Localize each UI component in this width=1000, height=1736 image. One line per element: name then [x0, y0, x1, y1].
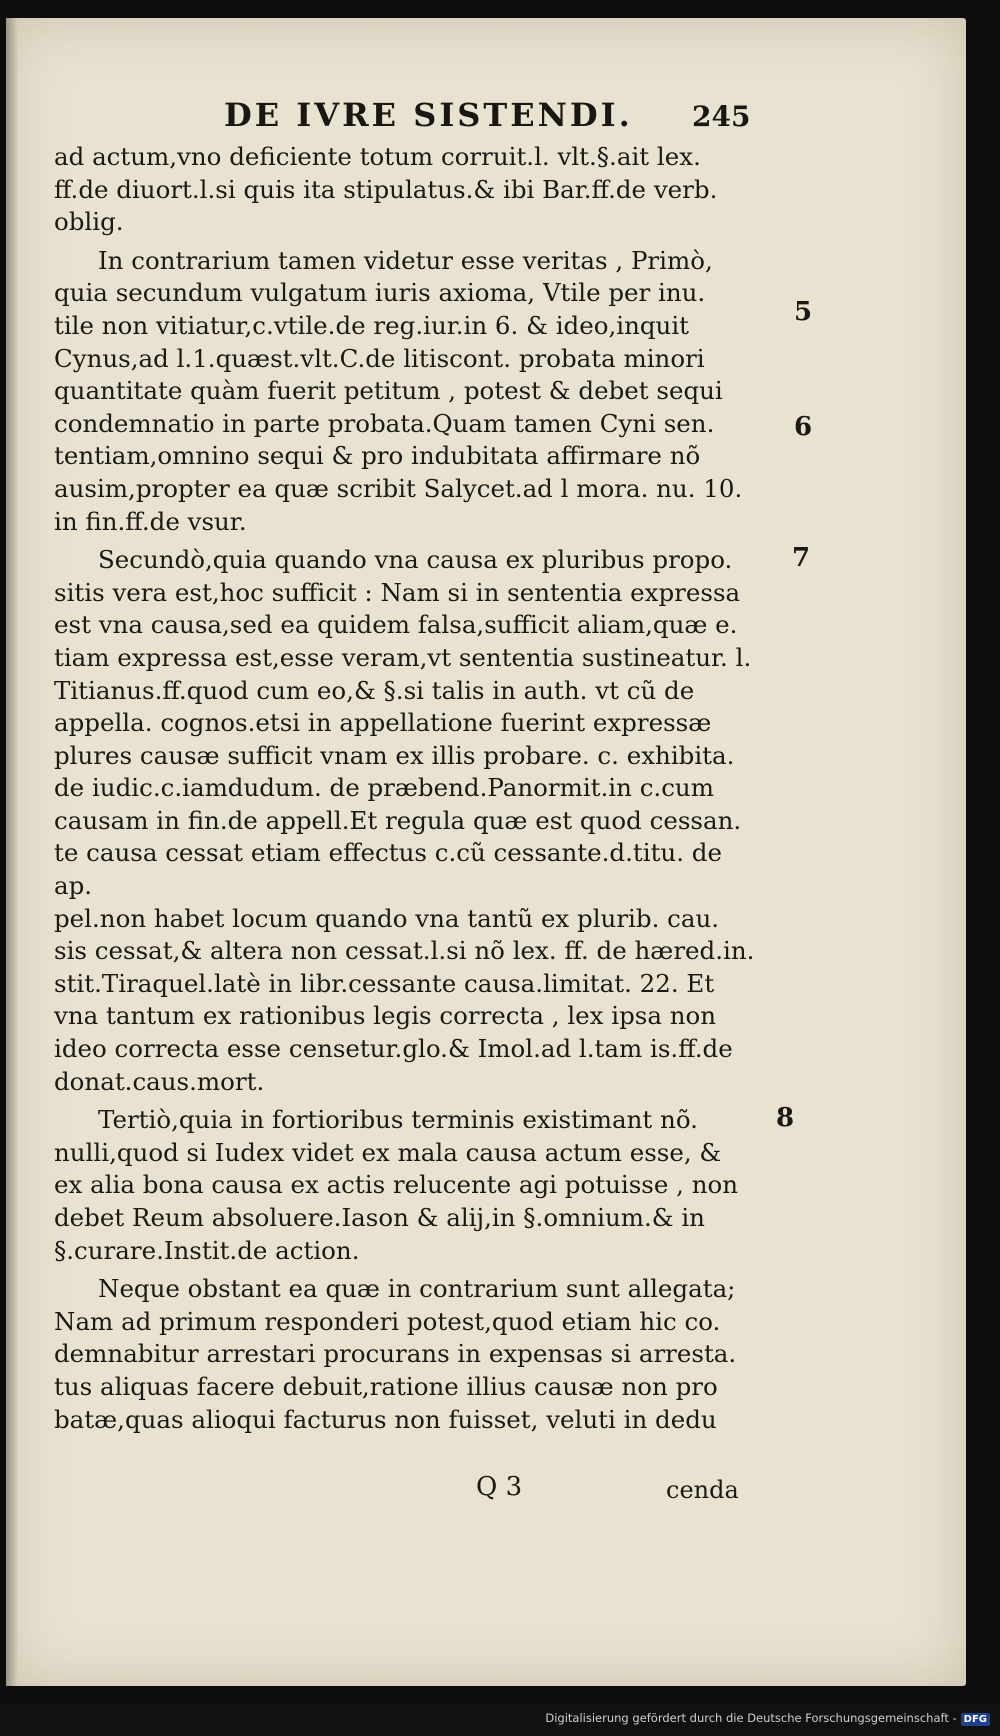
- page-header: [6, 96, 966, 146]
- margin-note-8: 8: [776, 1103, 795, 1133]
- dfg-logo: DFG: [961, 1713, 990, 1726]
- catchword: cenda: [666, 1476, 739, 1504]
- credit-text: Digitalisierung gefördert durch die Deutsche Forschungsgemeinschaft -: [545, 1711, 957, 1725]
- margin-note-7: 7: [792, 543, 811, 573]
- body-text: [54, 141, 764, 1436]
- margin-note-5: 5: [794, 297, 813, 327]
- signature-mark: Q 3: [476, 1472, 523, 1502]
- book-page: [6, 18, 966, 1686]
- margin-note-6: 6: [794, 412, 813, 442]
- paragraph-4: Tertiò,quia in fortioribus terminis existimant nõ. nulli,quod si Iudex videt ex mala causa actum esse, & ex alia bona causa ex actis relucente agi potuisse , non debet Reum absoluere.Iason & alij,in §.omnium.& in §.curare.Instit.de action.: [54, 1105, 739, 1265]
- paragraph-2: In contrarium tamen videtur esse veritas , Primò, quia secundum vulgatum iuris axioma, Vtile per inu. tile non vitiatur,c.vtile.de reg.iur.in 6. & ideo,inquit Cynus,ad l.1.quæst.vlt.C.de litiscont. probata minori quantitate quàm fuerit petitum , potest & debet sequi condemnatio in parte probata.Quam tamen Cyni sen. tentiam,omnino sequi & pro indubitata affirmare nõ ausim,propter ea quæ scribit Salycet.ad l mora. nu. 10. in fin.ff.de vsur.: [54, 245, 743, 536]
- paragraph-5: Neque obstant ea quæ in contrarium sunt allegata; Nam ad primum responderi potest,quod etiam hic co. demnabitur arrestari procurans in expensas si arresta. tus aliquas facere debuit,ratione illius causæ non pro batæ,quas alioqui facturus non fuisset, veluti in dedu: [54, 1274, 737, 1434]
- page-number: 245: [692, 100, 751, 133]
- running-title: DE IVRE SISTENDI.: [224, 96, 633, 134]
- page-edge-shadow: [6, 18, 18, 1686]
- paragraph-3: Secundò,quia quando vna causa ex pluribus propo. sitis vera est,hoc sufficit : Nam si in sententia expressa est vna causa,sed ea quidem falsa,sufficit aliam,quæ e. tiam expressa est,esse veram,vt sententia sustineatur. l. Titianus.ff.quod cum eo,& §.si talis in auth. vt cũ de appella. cognos.etsi in appellatione fuerint expressæ plures causæ sufficit vnam ex illis probare. c. exhibita. de iudic.c.iamdudum. de præbend.Panormit.in c.cum causam in fin.de appell.Et regula quæ est quod cessan. te causa cessat etiam effectus c.cũ cessante.d.titu. de ap. pel.non habet locum quando vna tantũ ex plurib. cau. sis cessat,& altera non cessat.l.si nõ lex. ff. de hæred.in. stit.Tiraquel.latè in libr.cessante causa.limitat. 22. Et vna tantum ex rationibus legis correcta , lex ipsa non ideo correcta esse censetur.glo.& Imol.ad l.tam is.ff.de donat.caus.mort.: [54, 545, 755, 1096]
- paragraph-1: ad actum,vno deficiente totum corruit.l. vlt.§.ait lex. ff.de diuort.l.si quis ita stipulatus.& ibi Bar.ff.de verb. oblig.: [54, 142, 718, 237]
- digitization-credit: [545, 1711, 990, 1726]
